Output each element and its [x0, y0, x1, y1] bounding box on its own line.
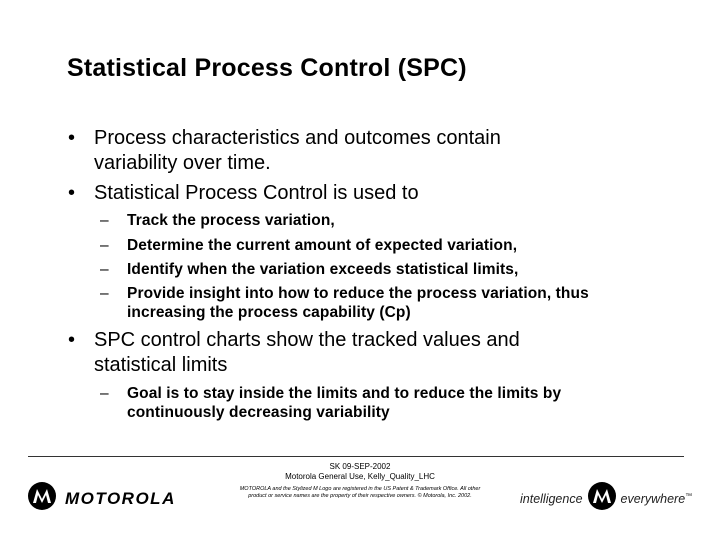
bullet-item — [68, 328, 654, 378]
sub-bullet-line: Determine the current amount of expected variation, — [127, 237, 518, 254]
footer-classification: Motorola General Use, Kelly_Quality_LHC — [285, 471, 435, 481]
bullet-line: Statistical Process Control is used to — [94, 182, 419, 204]
footer-divider — [28, 456, 684, 457]
sub-bullet-item — [100, 284, 667, 322]
trademark-mark: ™ — [685, 492, 693, 500]
bullet-item — [68, 181, 654, 206]
bullet-line: SPC control charts show the tracked values and — [94, 329, 520, 351]
dash-marker: – — [100, 385, 109, 402]
legal-line: product or service names are the property of their respective owners. © Motorola, Inc. 2002. — [248, 493, 472, 499]
sub-bullet-line: continuously decreasing variability — [127, 404, 390, 421]
sub-bullet-line: increasing the process capability (Cp) — [127, 304, 411, 321]
motorola-batwing-icon — [587, 481, 617, 516]
tagline-intelligence: intelligence — [520, 491, 583, 506]
bullet-marker: • — [68, 329, 76, 351]
motorola-logo — [27, 481, 176, 516]
bullet-marker: • — [68, 127, 76, 149]
tagline-everywhere-text: everywhere — [620, 491, 686, 506]
sub-bullet-line: Provide insight into how to reduce the process variation, thus — [127, 285, 589, 302]
dash-marker: – — [100, 261, 109, 278]
sub-bullet-item — [100, 236, 667, 255]
footer-date: SK 09-SEP-2002 — [329, 462, 391, 471]
bullet-line: Process characteristics and outcomes contain — [94, 127, 501, 149]
bullet-line: variability over time. — [94, 152, 271, 174]
motorola-wordmark: MOTOROLA — [65, 488, 176, 508]
sub-bullet-item — [100, 260, 667, 279]
legal-line: MOTOROLA and the Stylized M Logo are registered in the US Patent & Trademark Office. All other — [239, 486, 481, 492]
bullet-marker: • — [68, 182, 76, 204]
sub-bullet-line: Track the process variation, — [127, 212, 335, 229]
sub-bullet-line: Goal is to stay inside the limits and to reduce the limits by — [127, 385, 562, 402]
tagline-logo — [520, 481, 692, 516]
dash-marker: – — [100, 237, 109, 254]
dash-marker: – — [100, 212, 109, 229]
sub-bullet-item — [100, 211, 667, 230]
sub-bullet-item — [100, 384, 667, 422]
bullet-line: statistical limits — [94, 354, 228, 376]
tagline-everywhere — [621, 492, 693, 506]
footer-legal — [215, 486, 505, 500]
footer-info — [200, 462, 520, 481]
dash-marker: – — [100, 285, 109, 302]
motorola-batwing-icon — [27, 481, 57, 516]
sub-bullet-line: Identify when the variation exceeds statistical limits, — [127, 261, 519, 278]
slide-title: Statistical Process Control (SPC) — [67, 54, 467, 82]
bullet-item — [68, 126, 654, 176]
